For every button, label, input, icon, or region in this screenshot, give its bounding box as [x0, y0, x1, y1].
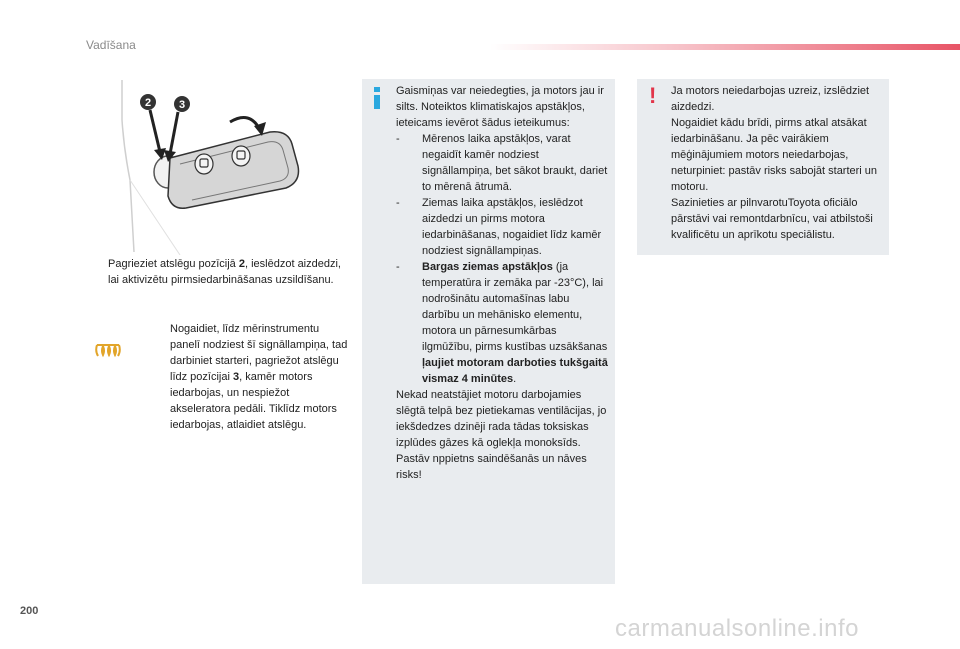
info-item-3-bold2: ļaujiet motoram darboties tukšgaitā vismaz 4 minūtes: [422, 357, 608, 385]
warning-text-3: Sazinieties ar pilnvarotuToyota oficiālo pārstāvi vai remontdarbnīcu, vai atbilstoši kvalificētu un aprīkotu speciālistu.: [671, 197, 873, 241]
instruction-list-step1: [86, 256, 346, 288]
info-item-2-text: Ziemas laika apstākļos, ieslēdzot aizdedzi un pirms motora iedarbināšanas, nogaidiet līdz kamēr nodziest signāllampiņas.: [422, 197, 602, 257]
info-box-text: [396, 83, 608, 483]
step-1-text-post: , ieslēdzot aizdedzi, lai aktivizētu pirmsiedarbināšanas uzsildīšanu.: [108, 258, 341, 286]
step-2-text-post: , kamēr motors iedarbojas, un nespiežot akseleratora pedāli. Tiklīdz motors iedarbojas, atlaidiet atslēgu.: [170, 371, 337, 431]
warning-box: [637, 79, 889, 255]
step-1-text-pre: Pagrieziet atslēgu pozīcijā: [108, 258, 239, 270]
info-item-3-bold: Bargas ziemas apstākļos: [422, 261, 553, 273]
dash-marker: -: [396, 261, 400, 273]
info-item-3-mid: (ja temperatūra ir zemāka par -23°C), lai nodrošinātu automašīnas labu darbību un mehānisko elementu, motora un pārnesumkārbas ilgmūžību, pirms kustības uzsākšanas: [422, 261, 608, 353]
warning-exclamation-icon: !: [649, 83, 657, 108]
warning-text-2: Nogaidiet kādu brīdi, pirms atkal atsākat iedarbināšanu. Ja pēc vairākiem mēģinājumiem motors neiedarbojas, neturpiniet: pastāv risks sabojāt starteri un motoru.: [671, 117, 878, 193]
instruction-list-step2: [148, 321, 348, 433]
step-2-position-number: 3: [232, 371, 240, 383]
instruction-step-2: [148, 321, 348, 433]
step-2-text-pre: Nogaidiet, līdz mērinstrumentu panelī nodziest šī signāllampiņa, tad darbiniet starteri, pagriežot atslēgu līdz pozīcijai: [170, 323, 348, 383]
info-item-1: [396, 131, 608, 195]
step-1-position-number: 2: [238, 258, 245, 270]
callout-2-label: 2: [144, 97, 152, 109]
info-icon: [373, 87, 381, 109]
info-item-2: [396, 195, 608, 259]
watermark: carmanualsonline.info: [615, 615, 859, 642]
info-intro: Gaismiņas var neiedegties, ja motors jau ir silts. Noteiktos klimatiskajos apstākļos, ieteicams ievērot šādus ieteikumus:: [396, 85, 604, 129]
instruction-step-1: [86, 256, 346, 288]
info-item-1-text: Mērenos laika apstākļos, varat negaidīt kamēr nodziest signāllampiņa, bet sākot braukt, dariet to mērenā ātrumā.: [422, 133, 608, 193]
dash-marker: -: [396, 197, 400, 209]
info-outro: Nekad neatstājiet motoru darbojamies slēgtā telpā bez pietiekamas ventilācijas, jo iekšdedzes dzinēji rada tādas toksiskas izplūdes gāzes kā oglekļa monoksīds. Pastāv nppietns saindēšanās un nāves risks!: [396, 389, 607, 481]
header-accent-bar: [490, 44, 960, 50]
warning-box-text: [671, 83, 883, 243]
callout-3-label: 3: [178, 99, 186, 111]
dash-marker: -: [396, 133, 400, 145]
info-item-3: [396, 259, 608, 387]
page-number: 200: [20, 605, 39, 617]
warning-text-1: Ja motors neiedarbojas uzreiz, izslēdziet aizdedzi.: [671, 85, 870, 113]
key-ignition-illustration: [120, 80, 350, 255]
info-box: [362, 79, 615, 584]
preheating-warning-lamp-icon: [94, 342, 122, 358]
info-item-3-end: .: [513, 373, 517, 385]
page-header-title: Vadīšana: [86, 38, 136, 52]
